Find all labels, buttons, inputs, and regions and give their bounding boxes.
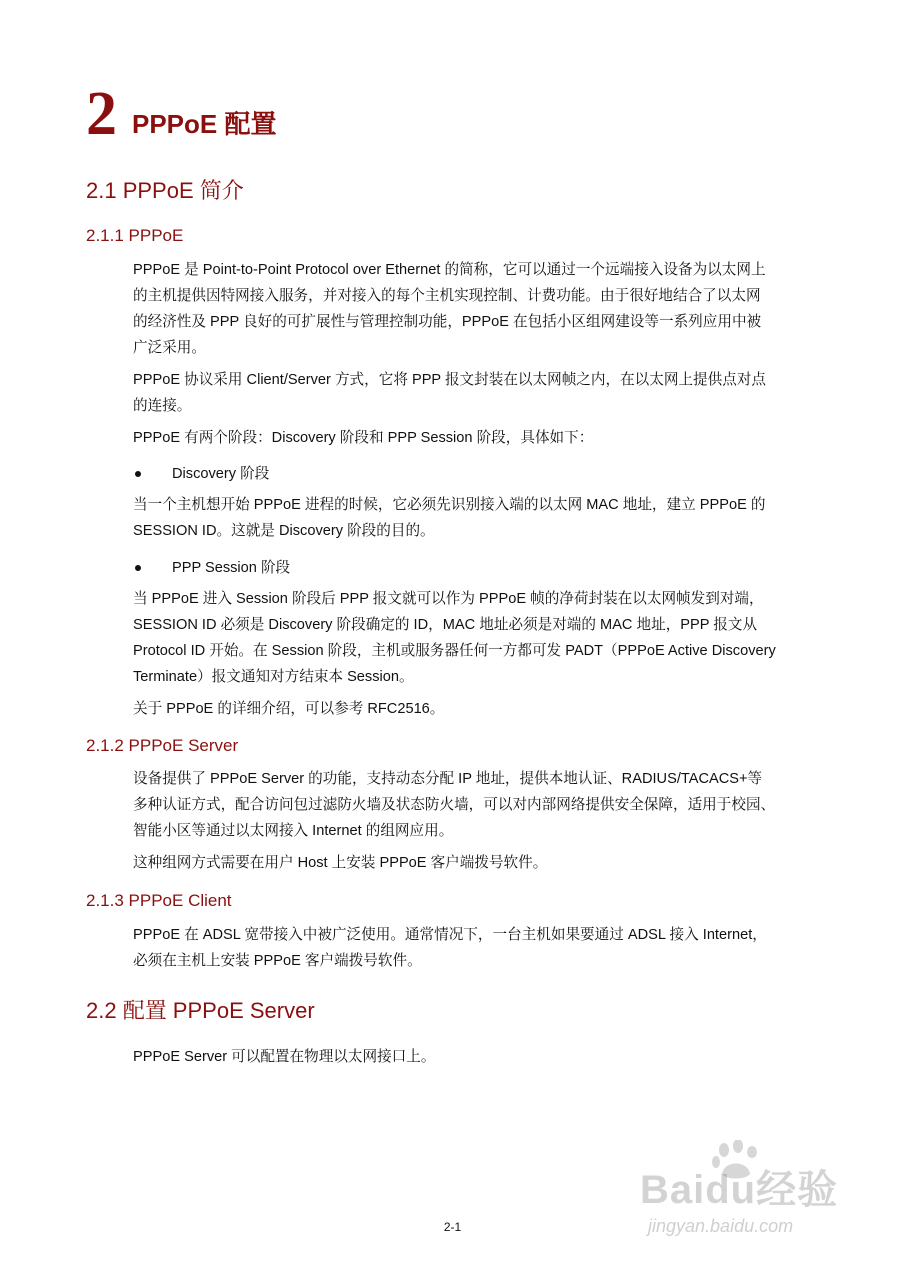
text-line: 多种认证方式，配合访问包过滤防火墙及状态防火墙，可以对内部网络提供安全保障，适用于校园、: [133, 797, 776, 813]
subsection-heading-2-1-2: 2.1.2 PPPoE Server: [86, 736, 239, 755]
text-line: 的连接。: [133, 398, 192, 414]
text-line: SESSION ID 必须是 Discovery 阶段确定的 ID，MAC 地址必须是对端的 MAC 地址，PPP 报文从: [133, 617, 758, 633]
bullet-dot: [135, 565, 141, 571]
watermark-brand: Baidu经验: [640, 1168, 839, 1212]
text-line: 的主机提供因特网接入服务，并对接入的每个主机实现控制、计费功能。由于很好地结合了以太网: [133, 288, 761, 304]
text-line: PPPoE 协议采用 Client/Server 方式，它将 PPP 报文封装在以太网帧之内，在以太网上提供点对点: [133, 372, 767, 388]
text-line: 关于 PPPoE 的详细介绍，可以参考 RFC2516。: [133, 701, 445, 717]
text-line: 的经济性及 PPP 良好的可扩展性与管理控制功能，PPPoE 在包括小区组网建设等一系列应用中被: [133, 314, 762, 330]
text-line: 智能小区等通过以太网接入 Internet 的组网应用。: [133, 823, 454, 839]
paragraph-two-stages: [133, 425, 821, 451]
text-line: 设备提供了 PPPoE Server 的功能，支持动态分配 IP 地址，提供本地认证、RADIUS/TACACS+等: [133, 771, 763, 787]
text-line: PPPoE 在 ADSL 宽带接入中被广泛使用。通常情况下，一台主机如果要通过 ADSL 接入 Internet，: [133, 927, 767, 943]
text-line: 当一个主机想开始 PPPoE 进程的时候，它必须先识别接入端的以太网 MAC 地址，建立 PPPoE 的: [133, 497, 766, 513]
text-line: 当 PPPoE 进入 Session 阶段后 PPP 报文就可以作为 PPPoE 帧的净荷封装在以太网帧发到对端，: [133, 591, 764, 607]
paragraph-client-server: [133, 367, 821, 419]
subsection-heading-2-1-1: 2.1.1 PPPoE: [86, 226, 184, 245]
paragraph-host-install: [133, 850, 821, 876]
section-heading-2-1: 2.1 PPPoE 简介: [86, 178, 244, 203]
text-line: 广泛采用。: [133, 340, 206, 356]
paragraph-rfc: [133, 696, 821, 722]
paragraph-discovery: [133, 492, 821, 544]
paragraph-client: [133, 922, 821, 974]
text-line: 必须在主机上安装 PPPoE 客户端拨号软件。: [133, 953, 422, 969]
text-line: PPPoE 是 Point-to-Point Protocol over Ethernet 的简称，它可以通过一个远端接入设备为以太网上: [133, 262, 766, 278]
text-line: PPPoE Server 可以配置在物理以太网接口上。: [133, 1049, 436, 1065]
text-line: SESSION ID。这就是 Discovery 阶段的目的。: [133, 523, 435, 539]
text-line: Protocol ID 开始。在 Session 阶段，主机或服务器任何一方都可发 PADT（PPPoE Active Discovery: [133, 643, 776, 659]
paragraph-pppoe-intro: [133, 257, 821, 361]
watermark-url: jingyan.baidu.com: [648, 1216, 794, 1236]
text-line: PPPoE 有两个阶段：Discovery 阶段和 PPP Session 阶段，具体如下：: [133, 430, 594, 446]
paragraph-session: [133, 586, 821, 690]
paragraph-server-features: [133, 766, 821, 844]
page-number: 2-1: [443, 1220, 462, 1234]
text-line: 这种组网方式需要在用户 Host 上安装 PPPoE 客户端拨号软件。: [133, 855, 548, 871]
text-line: Terminate）报文通知对方结束本 Session。: [133, 669, 414, 685]
subsection-heading-2-1-3: 2.1.3 PPPoE Client: [86, 891, 232, 910]
chapter-title: PPPoE 配置: [132, 109, 277, 139]
bullet-ppp-session: PPP Session 阶段: [172, 560, 291, 576]
section-heading-2-2: 2.2 配置 PPPoE Server: [86, 998, 315, 1023]
bullet-dot: [135, 471, 141, 477]
paragraph-server-config: [133, 1044, 821, 1070]
bullet-discovery: Discovery 阶段: [172, 466, 270, 482]
chapter-number: 2: [86, 80, 117, 148]
